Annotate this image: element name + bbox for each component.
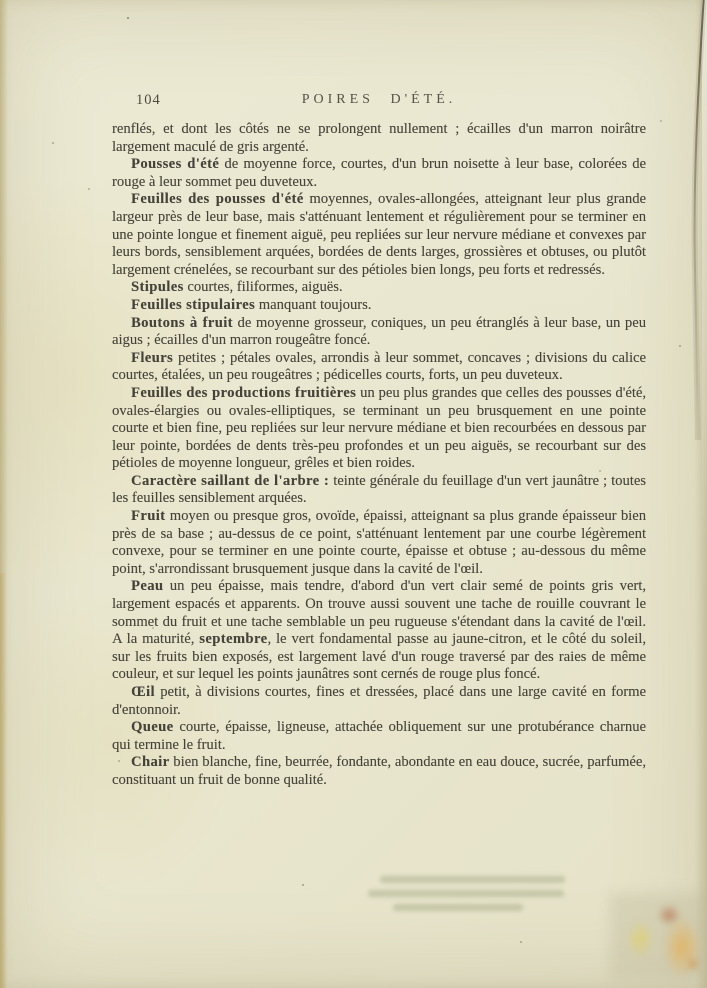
paragraph-lead: Pousses d'été	[131, 156, 220, 173]
paragraph-lead: septembre	[199, 631, 268, 648]
paragraph	[112, 156, 646, 191]
paragraph-text: petites ; pétales ovales, arrondis à leur sommet, concaves ; divisions du calice courtes, étalées, un peu rougeâtres ; pédicelles courts, forts, un peu duveteux.	[112, 349, 646, 384]
paragraph-text: bien blanche, fine, beurrée, fondante, abondante en eau douce, sucrée, parfumée, constituant un fruit de bonne qualité.	[112, 754, 646, 788]
paragraph-lead: Feuilles des productions fruitières	[131, 384, 357, 401]
page-left-edge-shadow-bottom	[0, 573, 6, 988]
paragraph	[112, 684, 646, 719]
page-header	[112, 92, 646, 112]
paragraph-lead: Fleurs	[131, 349, 174, 366]
dust-specks	[127, 17, 129, 19]
paragraph-text: de moyenne grosseur, coniques, un peu étranglés à leur base, un peu aigus ; écailles d'un marron rougeâtre foncé.	[112, 314, 646, 349]
paragraph-text: un peu plus grandes que celles des pousses d'été, ovales-élargies ou ovales-elliptiques, se terminant un peu brusquement en une pointe courte et bien fine, peu repliées sur leur nervure médiane et bien recourbées en dessous par leur pointe, bordées de dents très-peu profondes et un peu aiguës, se recourbant sur des pétioles de moyenne longueur, grêles et bien roides.	[112, 384, 646, 472]
paragraph	[112, 279, 646, 297]
text-block	[112, 121, 646, 790]
paragraph-text: , le vert fondamental passe au jaune-citron, et le côté du soleil, sur les fruits bien exposés, est largement lavé d'un rouge traversé par des raies de même couleur, et sur lequel les points jaunâtres sont cernés de rouge plus foncé.	[112, 631, 646, 683]
paragraph	[112, 578, 646, 684]
next-page-edge-sliver	[702, 0, 707, 543]
paragraph-lead: Stipules	[131, 279, 184, 296]
paragraph-lead: Chair	[131, 754, 170, 771]
paragraph-lead: Feuilles des pousses d'été	[131, 191, 304, 208]
paragraph-text: de moyenne force, courtes, d'un brun noisette à leur base, colorées de rouge à leur sommet peu duveteux.	[112, 156, 647, 190]
paragraph	[112, 121, 646, 156]
verso-fruit-blob-yellow	[626, 919, 654, 959]
paragraph	[112, 719, 646, 754]
paragraph	[112, 315, 646, 350]
verso-showthrough-line	[393, 904, 523, 911]
paragraph-text: courtes, filiformes, aiguës.	[183, 279, 343, 296]
verso-fruit-blob-red	[657, 904, 681, 926]
verso-fruit-blob-dot	[686, 956, 700, 972]
verso-showthrough-line	[380, 876, 565, 883]
paragraph	[112, 350, 646, 385]
paragraph	[112, 473, 646, 508]
paragraph	[112, 754, 646, 789]
paragraph-text: renflés, et dont les côtés ne se prolongent nullement ; écailles d'un marron noirâtre largement maculé de gris argenté.	[112, 121, 646, 155]
verso-showthrough-line	[368, 890, 564, 897]
paragraph-text: teinte générale du feuillage d'un vert jaunâtre ; toutes les feuilles sensiblement arquées.	[112, 472, 646, 507]
paragraph	[112, 508, 646, 578]
paragraph-text: petit, à divisions courtes, fines et dressées, placé dans une large cavité en forme d'entonnoir.	[112, 684, 646, 718]
paragraph-lead: Queue	[131, 719, 174, 736]
paragraph-text: moyennes, ovales-allongées, atteignant leur plus grande largeur près de leur base, mais s'atténuant lentement et régulièrement pour se terminer en une pointe longue et finement aiguë, peu repliées sur leur nervure médiane et convexes par leurs bords, sensiblement arquées, bordées de dents larges, grossières et obtuses, ou plutôt largement crénelées, se recourbant sur des pétioles bien longs, peu forts et redressés.	[112, 191, 646, 278]
paragraph	[112, 385, 646, 473]
paragraph	[112, 191, 646, 279]
paragraph-text: un peu épaisse, mais tendre, d'abord d'un vert clair semé de points gris vert, largement espacés et apparents. On trouve aussi souvent une tache de rouille couvrant le sommet du fruit et une tache semblable un peu rugueuse s'étendant dans la cavité de l'œil. A la maturité,	[112, 578, 646, 648]
paragraph	[112, 297, 646, 315]
paragraph-lead: Caractère saillant de l'arbre :	[131, 472, 330, 489]
paragraph-text: manquant toujours.	[255, 296, 372, 313]
paragraph-lead: Feuilles stipulaires	[131, 296, 256, 313]
paragraph-text: courte, épaisse, ligneuse, attachée obliquement sur une protubérance charnue qui termine le fruit.	[112, 719, 646, 753]
paragraph-lead: Fruit	[131, 508, 166, 525]
paragraph-lead: Peau	[131, 578, 164, 595]
paragraph-lead: Boutons à fruit	[131, 314, 233, 331]
page-number: 104	[136, 92, 161, 108]
paragraph-lead: Œil	[131, 684, 155, 700]
paragraph-text: moyen ou presque gros, ovoïde, épaissi, atteignant sa plus grande épaisseur bien près de sa base ; au-dessus de ce point, s'atténuant lentement par une courbe légèrement convexe, pour se terminer en une pointe courte, épaisse et obtuse ; au-dessous du même point, s'arrondissant brusquement jusque dans la cavité de l'œil.	[112, 508, 646, 577]
running-header: POIRES D'ÉTÉ.	[301, 92, 457, 107]
